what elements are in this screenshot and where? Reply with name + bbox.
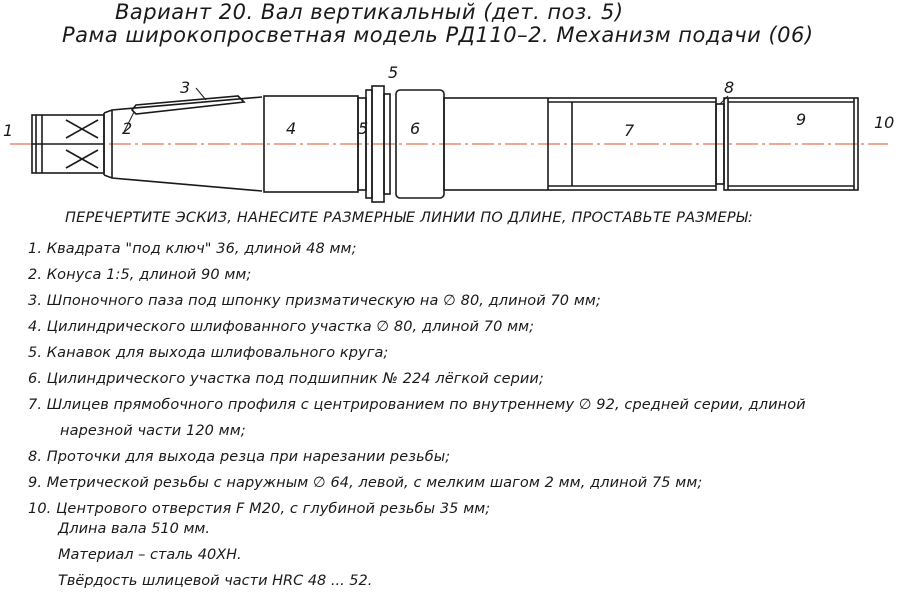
callout-7: 7 [624,121,635,140]
list-item: 2. Конуса 1:5, длиной 90 мм; [28,267,252,283]
callout-10: 10 [874,113,895,132]
shaft-sketch [0,0,898,210]
leader-3 [196,88,206,100]
list-item: 10. Центрового отверстия F M20, с глубиной резьбы 35 мм; [28,501,491,517]
title-variant: Вариант 20. Вал вертикальный (дет. поз. 5) [115,0,624,24]
notes-list [58,516,372,594]
callout-9: 9 [796,110,807,129]
callout-4: 4 [286,119,297,138]
callout-8: 8 [724,78,735,97]
list-item-continuation: нарезной части 120 мм; [60,423,246,439]
list-item: 7. Шлицев прямобочного профиля с центрированием по внутреннему ∅ 92, средней серии, длиной [28,397,806,413]
list-item: 9. Метрической резьбы с наружным ∅ 64, левой, с мелким шагом 2 мм, длиной 75 мм; [28,475,703,491]
note-hardness: Твёрдость шлицевой части HRC 48 ... 52. [58,573,373,589]
note-length: Длина вала 510 мм. [58,521,210,537]
list-item: 4. Цилиндрического шлифованного участка ∅ 80, длиной 70 мм; [28,319,535,335]
list-item: 6. Цилиндрического участка под подшипник № 224 лёгкой серии; [28,371,544,387]
list-item: 5. Канавок для выхода шлифовального круга; [28,345,389,361]
note-material: Материал – сталь 40ХН. [58,547,242,563]
list-item: 8. Проточки для выхода резца при нарезании резьбы; [28,449,451,465]
callout-3: 3 [180,78,191,97]
callout-1: 1 [3,121,14,140]
list-item: 3. Шпоночного паза под шпонку призматическую на ∅ 80, длиной 70 мм; [28,293,601,309]
title-assembly: Рама широкопросветная модель РД110–2. Механизм подачи (06) [62,23,814,47]
callout-5: 5 [358,119,369,138]
callout-5-top: 5 [388,63,399,82]
section-square [32,115,104,173]
requirements-list [28,236,806,522]
callout-2: 2 [122,119,133,138]
task-heading: ПЕРЕЧЕРТИТЕ ЭСКИЗ, НАНЕСИТЕ РАЗМЕРНЫЕ ЛИНИИ ПО ДЛИНЕ, ПРОСТАВЬТЕ РАЗМЕРЫ: [65,210,753,226]
list-item: 1. Квадрата "под ключ" 36, длиной 48 мм; [28,241,357,257]
callout-6: 6 [410,119,421,138]
